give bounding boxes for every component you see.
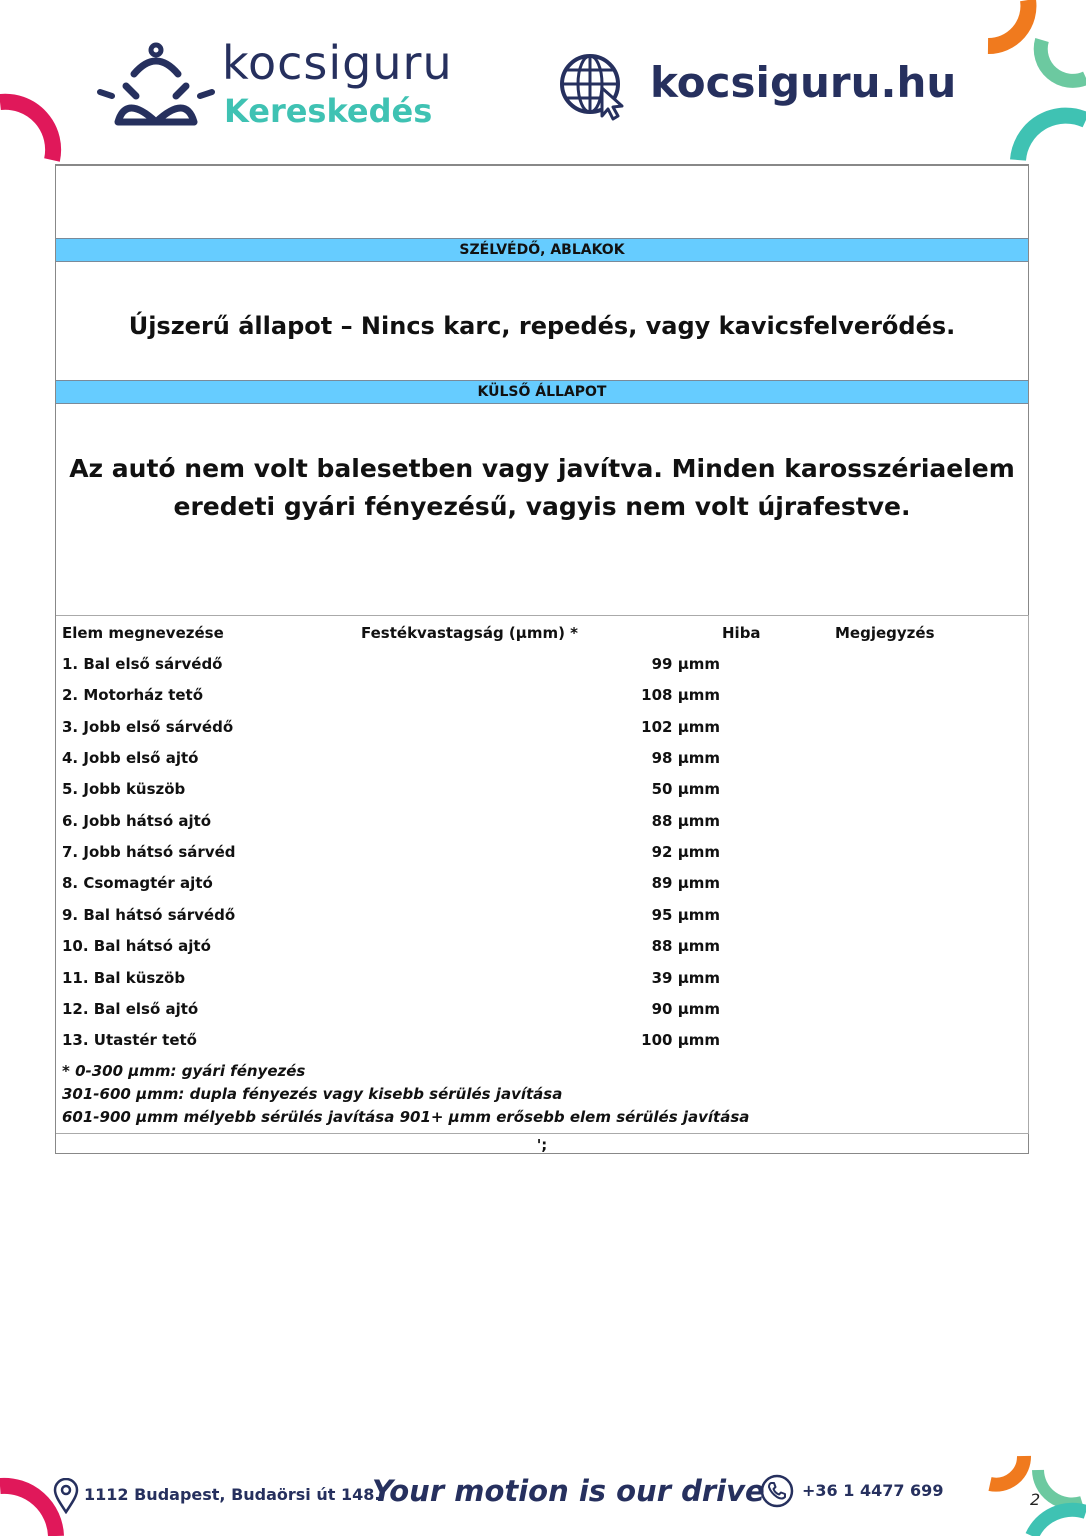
brand-name: kocsiguru bbox=[222, 36, 453, 90]
trailing-text: '; bbox=[536, 1136, 548, 1154]
brand-logo bbox=[96, 36, 486, 136]
table-row bbox=[62, 906, 1022, 936]
thickness-value: 102 µmm bbox=[641, 717, 720, 736]
table-row bbox=[62, 1031, 1022, 1061]
corner-decoration-top-left bbox=[0, 90, 70, 170]
section-heading-windshield: SZÉLVÉDŐ, ABLAKOK bbox=[56, 238, 1028, 262]
footer-slogan: Your motion is our drive bbox=[372, 1474, 765, 1508]
thickness-value: 92 µmm bbox=[651, 843, 720, 862]
thickness-value: 90 µmm bbox=[651, 999, 720, 1018]
table-row bbox=[62, 874, 1022, 904]
column-header-thickness: Festékvastagság (µmm) * bbox=[361, 624, 579, 642]
exterior-statement-line-2: eredeti gyári fényezésű, vagyis nem volt újrafestve. bbox=[173, 492, 911, 521]
element-name: 13. Utastér tető bbox=[62, 1031, 197, 1050]
table-row bbox=[62, 843, 1022, 873]
thickness-value: 50 µmm bbox=[651, 780, 720, 799]
element-name: 5. Jobb küszöb bbox=[62, 780, 186, 799]
thickness-value: 108 µmm bbox=[641, 686, 720, 705]
table-row bbox=[62, 686, 1022, 716]
element-name: 2. Motorház tető bbox=[62, 686, 204, 705]
thickness-value: 98 µmm bbox=[651, 749, 720, 768]
legend-note-1: * 0-300 µmm: gyári fényezés bbox=[62, 1062, 306, 1080]
corner-decoration-top-right bbox=[976, 0, 1086, 165]
thickness-value: 99 µmm bbox=[651, 655, 720, 673]
column-header-element: Elem megnevezése bbox=[62, 624, 224, 642]
windshield-statement: Újszerű állapot – Nincs karc, repedés, vagy kavicsfelverődés. bbox=[128, 312, 956, 340]
table-row bbox=[62, 718, 1022, 748]
footer-address: 1112 Budapest, Budaörsi út 148. bbox=[84, 1485, 381, 1504]
table-row bbox=[62, 937, 1022, 967]
element-name: 8. Csomagtér ajtó bbox=[62, 874, 213, 893]
table-row bbox=[62, 780, 1022, 810]
legend-note-3: 601-900 µmm mélyebb sérülés javítása 901+ µmm erősebb elem sérülés javítása bbox=[62, 1108, 750, 1126]
section-heading-exterior: KÜLSŐ ÁLLAPOT bbox=[56, 380, 1028, 404]
brand-mark-icon bbox=[96, 40, 216, 130]
element-name: 1. Bal első sárvédő bbox=[62, 655, 223, 673]
thickness-value: 89 µmm bbox=[651, 874, 720, 893]
website-label: kocsiguru.hu bbox=[650, 58, 957, 107]
table-row bbox=[62, 969, 1022, 999]
element-name: 10. Bal hátsó ajtó bbox=[62, 937, 211, 956]
globe-cursor-icon bbox=[558, 52, 628, 122]
page-number: 2 bbox=[1030, 1490, 1041, 1509]
column-header-defect: Hiba bbox=[722, 624, 761, 642]
element-name: 3. Jobb első sárvédő bbox=[62, 717, 234, 736]
element-name: 7. Jobb hátsó sárvéd bbox=[62, 843, 236, 862]
element-name: 11. Bal küszöb bbox=[62, 968, 186, 987]
legend-note-2: 301-600 µmm: dupla fényezés vagy kisebb sérülés javítása bbox=[62, 1085, 563, 1103]
element-name: 12. Bal első ajtó bbox=[62, 999, 199, 1018]
thickness-value: 39 µmm bbox=[651, 968, 720, 987]
phone-icon bbox=[760, 1474, 794, 1508]
table-row bbox=[62, 749, 1022, 779]
thickness-value: 88 µmm bbox=[651, 937, 720, 956]
thickness-value: 100 µmm bbox=[641, 1031, 720, 1050]
thickness-value: 88 µmm bbox=[651, 811, 720, 830]
exterior-statement-line-1: Az autó nem volt balesetben vagy javítva. Minden karosszériaelem bbox=[69, 454, 1015, 483]
thickness-value: 95 µmm bbox=[651, 905, 720, 924]
table-row bbox=[62, 812, 1022, 842]
table-row bbox=[62, 655, 1022, 685]
footer-phone: +36 1 4477 699 bbox=[802, 1481, 944, 1500]
report-frame bbox=[55, 164, 1029, 1154]
element-name: 9. Bal hátsó sárvédő bbox=[62, 905, 236, 924]
element-name: 4. Jobb első ajtó bbox=[62, 749, 199, 768]
element-name: 6. Jobb hátsó ajtó bbox=[62, 811, 212, 830]
column-header-note: Megjegyzés bbox=[835, 624, 935, 642]
table-row bbox=[62, 1000, 1022, 1030]
location-pin-icon bbox=[52, 1478, 80, 1514]
brand-subtitle: Kereskedés bbox=[224, 92, 433, 130]
